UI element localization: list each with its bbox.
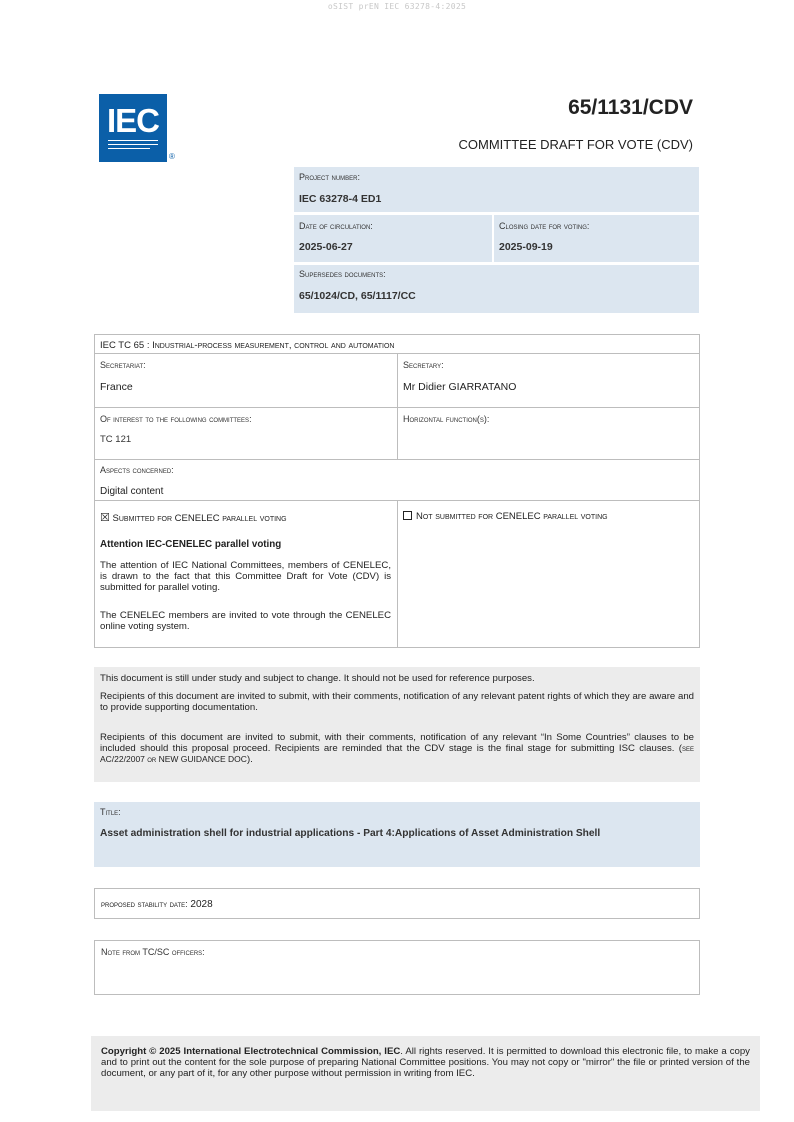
notice-paragraph-3-text: Recipients of this document are invited to submit, with their comments, notification of any relevant “In Some Countries” clauses to be included should this proposal proceed. Recipients are reminded that the CDV stage is the final stage for submitting ISC clauses. (	[100, 732, 694, 754]
circulation-date-value: 2025-06-27	[299, 241, 353, 253]
not-submitted-label: Not submitted for CENELEC parallel voting	[416, 511, 608, 522]
notice-paragraph-3	[100, 732, 694, 765]
secretary-label: Secretary:	[403, 360, 444, 370]
title-box	[94, 802, 700, 867]
tc-name: Industrial-process measurement, control and automation	[152, 340, 395, 351]
attention-paragraph-2: The CENELEC members are invited to vote through the CENELEC online voting system.	[100, 610, 391, 632]
interest-value: TC 121	[100, 434, 132, 445]
copyright-bold: Copyright © 2025 International Electrotechnical Commission, IEC	[101, 1046, 401, 1057]
project-number-box	[294, 167, 699, 212]
stability-label: proposed stability date:	[101, 899, 188, 909]
circulation-date-label: Date of circulation:	[299, 221, 373, 231]
secretariat-label: Secretariat:	[100, 360, 146, 370]
secretary-value: Mr Didier GIARRATANO	[403, 381, 517, 393]
interest-label: Of interest to the following committees:	[100, 414, 252, 424]
submitted-option	[100, 511, 287, 524]
watermark: oSIST prEN IEC 63278-4:2025	[327, 2, 467, 11]
supersedes-value: 65/1024/CD, 65/1117/CC	[299, 290, 416, 302]
document-type: COMMITTEE DRAFT FOR VOTE (CDV)	[458, 137, 693, 152]
attention-paragraph-1: The attention of IEC National Committees, members of CENELEC, is drawn to the fact that this Committee Draft for Vote (CDV) is submitted for parallel voting.	[100, 560, 391, 593]
logo-line	[108, 144, 158, 145]
tc-code: IEC TC 65 :	[100, 340, 150, 351]
note-box	[94, 940, 700, 995]
document-number: 65/1131/CDV	[568, 96, 693, 119]
closing-date-value: 2025-09-19	[499, 241, 553, 253]
table-divider	[397, 353, 398, 460]
attention-title: Attention IEC-CENELEC parallel voting	[100, 539, 282, 550]
notice-reference: see AC/22/2007 or NEW GUIDANCE DOC	[100, 743, 694, 764]
project-number-label: Project number:	[299, 172, 361, 182]
closing-date-box	[494, 215, 699, 262]
checked-box-icon: ☒	[100, 511, 110, 524]
notice-paragraph-2: Recipients of this document are invited to submit, with their comments, notification of any relevant patent rights of which they are aware and to provide supporting documentation.	[100, 691, 694, 713]
note-label: Note from TC/SC officers:	[101, 947, 205, 957]
table-divider	[397, 500, 398, 648]
title-value: Asset administration shell for industrial applications - Part 4:Applications of Asset Administration Shell	[100, 828, 601, 839]
logo-text: IEC	[106, 102, 159, 139]
project-number-value: IEC 63278-4 ED1	[299, 193, 382, 205]
not-submitted-option	[403, 511, 608, 522]
aspects-label: Aspects concerned:	[100, 465, 174, 475]
stability-box	[94, 888, 700, 919]
supersedes-label: Supersedes documents:	[299, 269, 386, 279]
notice-paragraph-3-end: ).	[246, 754, 253, 765]
horizontal-label: Horizontal function(s):	[403, 414, 490, 424]
stability-row	[101, 899, 213, 910]
copyright-body: . All rights reserved. It is permitted to download this electronic file, to make a copy and to print out the content for the sole purpose of preparing National Committee positions. You may not copy or "mirror" the file or printed version of the document, or any part of it, for any other purpose without permission in writing from IEC.	[101, 1046, 750, 1079]
logo-line	[108, 140, 158, 141]
supersedes-box	[294, 265, 699, 313]
aspects-value: Digital content	[100, 486, 164, 497]
unchecked-box-icon	[403, 511, 412, 520]
copyright-text	[101, 1046, 750, 1079]
notice-box	[94, 667, 700, 782]
copyright-box	[91, 1036, 760, 1111]
submitted-label: Submitted for CENELEC parallel voting	[112, 513, 287, 524]
iec-logo	[99, 94, 167, 162]
notice-paragraph-1: This document is still under study and subject to change. It should not be used for reference purposes.	[100, 673, 535, 684]
logo-line	[108, 148, 150, 149]
stability-value: 2028	[190, 899, 213, 910]
circulation-date-box	[294, 215, 492, 262]
registered-mark: ®	[169, 152, 175, 161]
tc-row	[100, 340, 394, 351]
secretariat-value: France	[100, 381, 133, 393]
title-label: Title:	[100, 807, 121, 817]
closing-date-label: Closing date for voting:	[499, 221, 590, 231]
